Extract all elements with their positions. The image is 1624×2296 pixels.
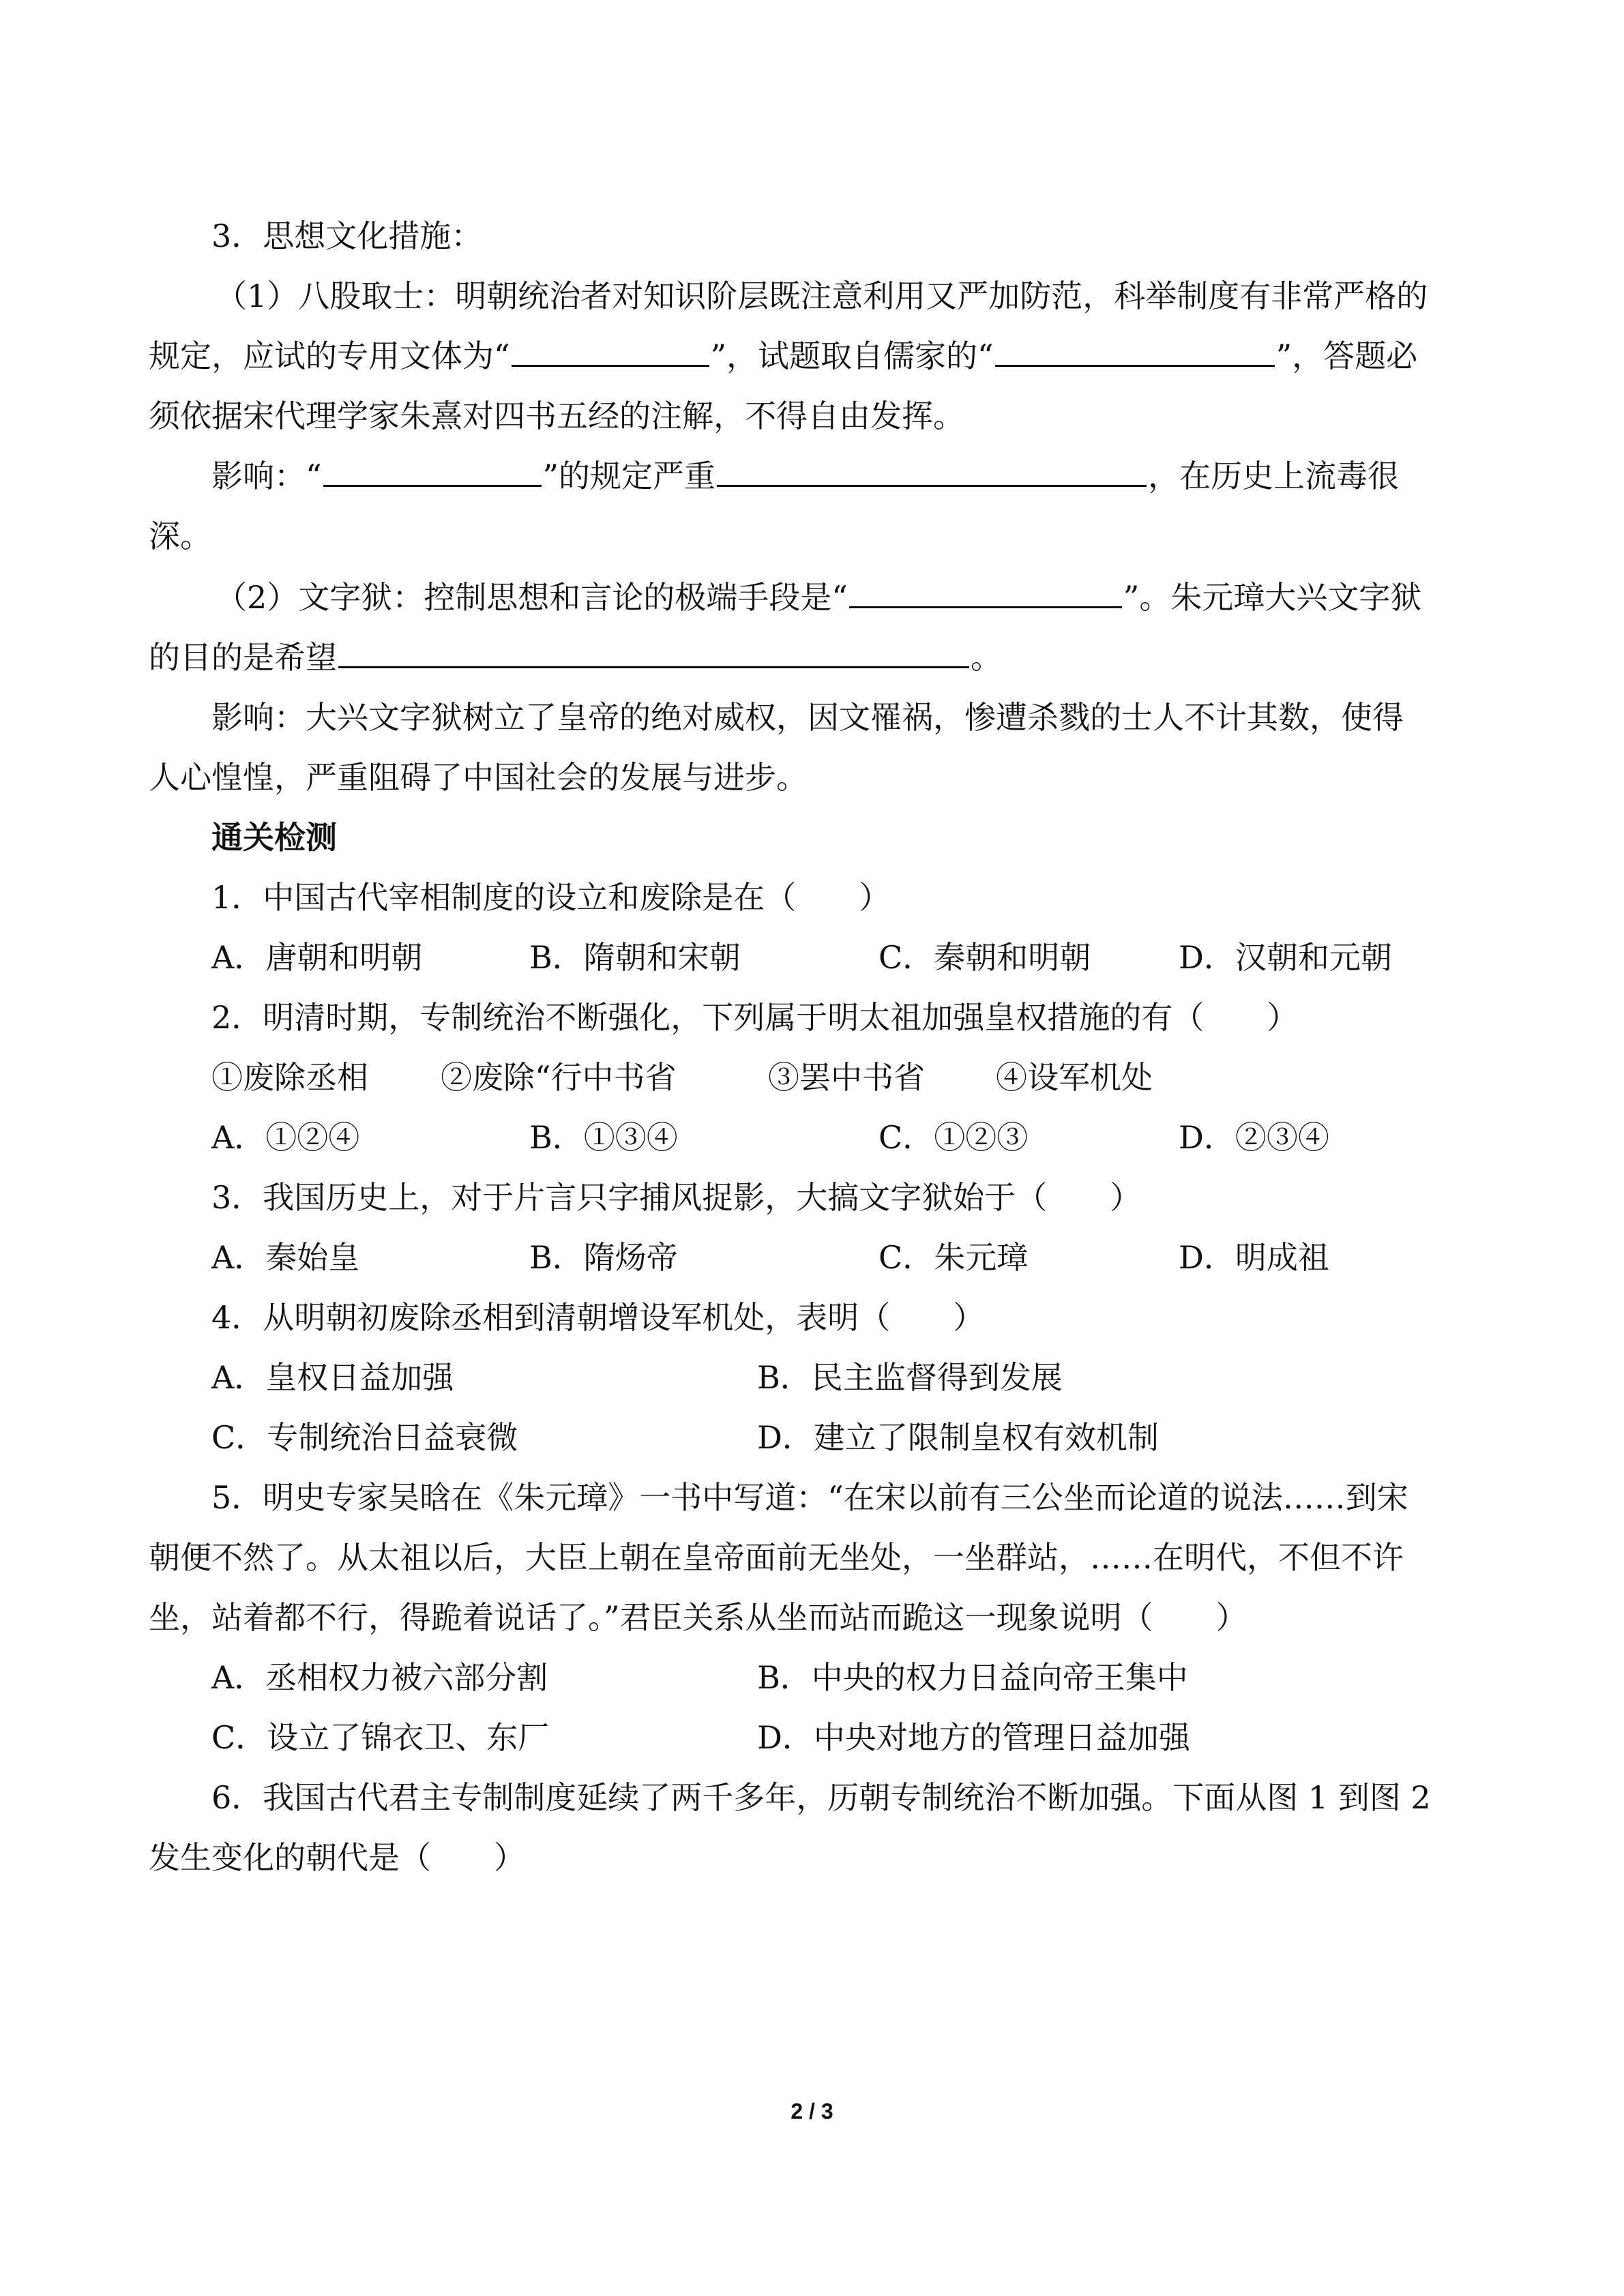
- option-a[interactable]: A．丞相权力被六部分割: [211, 1659, 548, 1696]
- option-b[interactable]: B．中央的权力日益向帝王集中: [757, 1659, 1188, 1696]
- statement-item: ④设军机处: [996, 1059, 1153, 1096]
- option-a[interactable]: A．①②④: [211, 1119, 360, 1156]
- option-b[interactable]: B．隋炀帝: [529, 1239, 678, 1276]
- fill-blank[interactable]: [323, 484, 542, 487]
- statement-item: ③罢中书省: [768, 1059, 925, 1096]
- option-d[interactable]: D．②③④: [1179, 1119, 1329, 1156]
- fill-blank[interactable]: [512, 364, 709, 367]
- fill-blank[interactable]: [338, 666, 969, 668]
- fill-blank[interactable]: [717, 484, 1147, 487]
- option-d[interactable]: D．汉朝和元朝: [1179, 939, 1392, 976]
- option-b[interactable]: B．隋朝和宋朝: [529, 939, 741, 976]
- option-c[interactable]: C．专制统治日益衰微: [211, 1419, 518, 1456]
- option-b[interactable]: B．①③④: [529, 1119, 678, 1156]
- document-page: 3．思想文化措施： （1）八股取士：明朝统治者对知识阶层既注意利用又严加防范，科举制度有非常严格的 规定，应试的专用文体为“ ”，试题取自儒家的“ ”，答题必 须依据宋代理学家朱熹对四书五经的注解，不得自由发挥。 影响：“ ”的规定严重 ，在历史上流毒很 深。 （2）文字狱：控制思想和言论的极端手段是“ ”。朱元璋大兴文字狱 的目的是希望 。 影响：大兴文字狱树立了皇帝的绝对威权，因文罹祸，惨遭杀戮的士人不计其数，使得 人心惶惶，严重阻碍了中国社会的发展与进步。 通关检测 1．中国古代宰相制度的设立和废除是在（ ） A．唐朝和明朝 B．隋朝和宋朝 C．秦朝和明朝 D．汉朝和元朝 2．明清时期，专制统治不断强化，下列属于明太祖加强皇权措施的有（ ） ①废除丞相 ②废除“行中书省 ③罢中书省 ④设军机处 A．①②④ B．①③④ C．①②③ D．②③④ 3．我国历史上，对于片言只字捕风捉影，大搞文字狱始于（ ） A．秦始皇 B．隋炀帝 C．朱元璋 D．明成祖 4．从明朝初废除丞相到清朝增设军机处，表明（ ） A．皇权日益加强 B．民主监督得到发展 C．专制统治日益衰微 D．建立了限制皇权有效机制 5．明史专家吴晗在《朱元璋》一书中写道：“在宋以前有三公坐而论道的说法……到宋 朝便不然了。从太祖以后，大臣上朝在皇帝面前无坐处，一坐群站，……在明代，不但不许 坐，站着都不行，得跪着说话了。”君臣关系从坐而站而跪这一现象说明（ ） A．丞相权力被六部分割 B．中央的权力日益向帝王集中 C．设立了锦衣卫、东厂 D．中央对地方的管理日益加强 6．我国古代君主专制制度延续了两千多年，历朝专制统治不断加强。下面从图 1 到图 2 发生变化的朝代是（ ） 2 / 3: [0, 0, 1624, 2296]
- option-c[interactable]: C．朱元璋: [879, 1239, 1029, 1276]
- option-c[interactable]: C．设立了锦衣卫、东厂: [211, 1719, 550, 1756]
- option-a[interactable]: A．皇权日益加强: [211, 1359, 454, 1396]
- page-number: 2 / 3: [791, 2099, 833, 2123]
- fill-blank[interactable]: [995, 364, 1275, 367]
- option-c[interactable]: C．①②③: [879, 1119, 1029, 1156]
- option-d[interactable]: D．建立了限制皇权有效机制: [757, 1419, 1159, 1456]
- option-a[interactable]: A．唐朝和明朝: [211, 939, 423, 976]
- option-d[interactable]: D．明成祖: [1179, 1239, 1329, 1276]
- option-c[interactable]: C．秦朝和明朝: [879, 939, 1091, 976]
- option-b[interactable]: B．民主监督得到发展: [757, 1359, 1063, 1396]
- fill-blank[interactable]: [849, 606, 1122, 608]
- statement-item: ②废除“行中书省: [441, 1059, 677, 1096]
- option-d[interactable]: D．中央对地方的管理日益加强: [757, 1719, 1190, 1756]
- statement-item: ①废除丞相: [211, 1059, 368, 1096]
- option-a[interactable]: A．秦始皇: [211, 1239, 360, 1276]
